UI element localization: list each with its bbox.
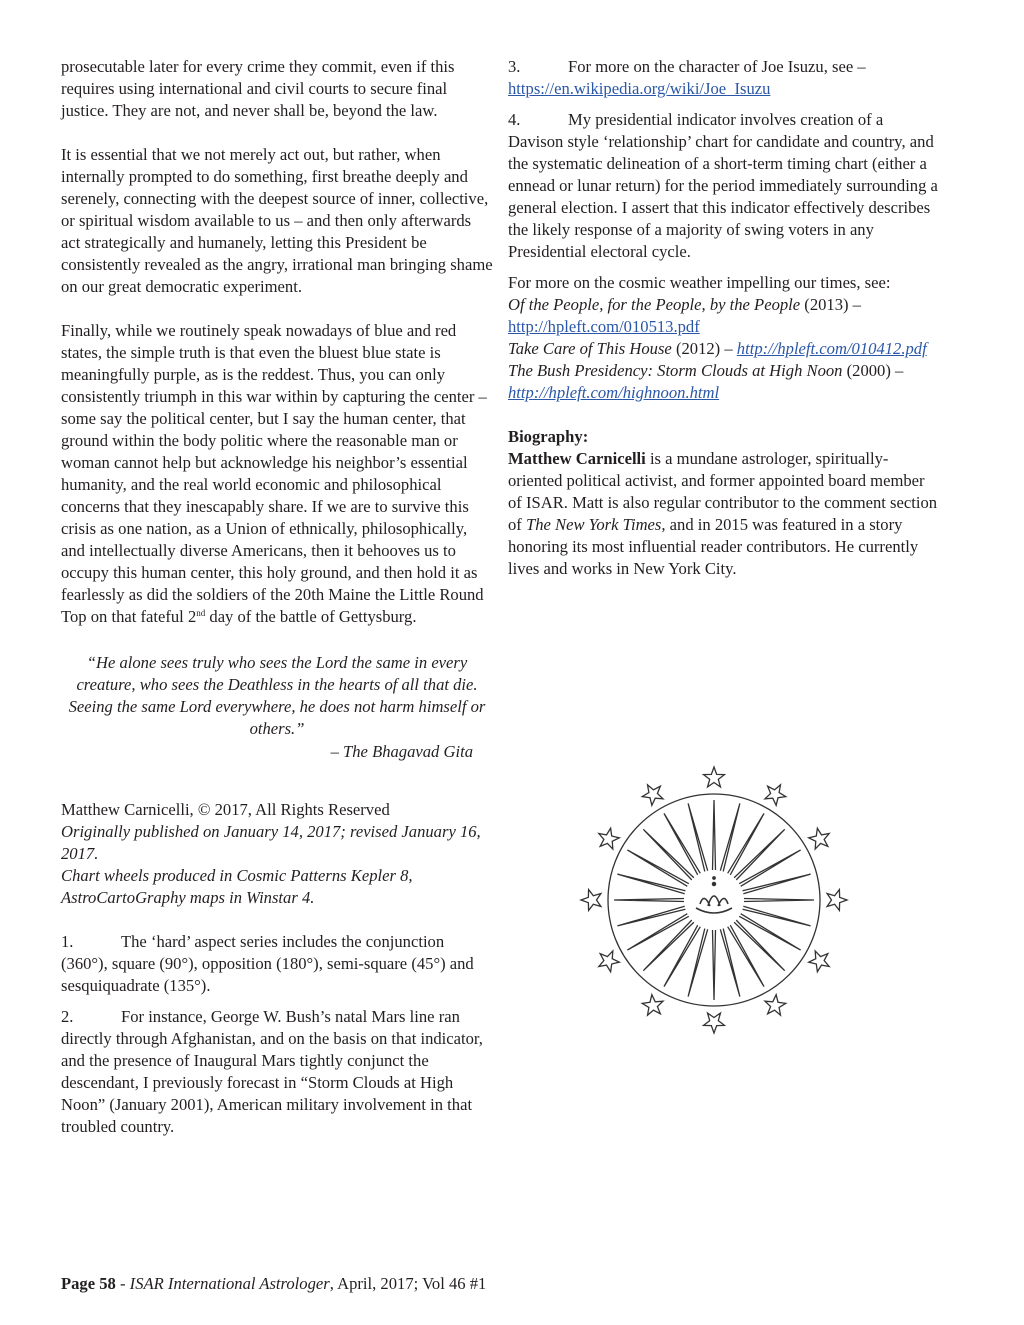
emblem-star xyxy=(704,767,725,787)
para3-superscript: nd xyxy=(196,608,206,618)
footer-separator: - xyxy=(115,1274,130,1293)
emblem-ray xyxy=(617,906,685,926)
ref1-link[interactable]: http://hpleft.com/010513.pdf xyxy=(508,317,700,336)
emblem-star xyxy=(599,951,619,972)
emblem-ray xyxy=(720,803,740,871)
page-number: Page 58 xyxy=(61,1274,116,1293)
reference-2 xyxy=(508,338,938,360)
emblem-ray xyxy=(664,925,700,986)
ref1-year: (2013) – xyxy=(800,295,861,314)
issue-info: , April, 2017; Vol 46 #1 xyxy=(329,1274,487,1293)
footnote-1-number: 1. xyxy=(61,932,74,951)
lotus-dot xyxy=(713,877,715,879)
emblem-ray xyxy=(617,874,685,894)
chart-credit-line: Chart wheels produced in Cosmic Patterns Kepler 8, AstroCartoGraphy maps in Winstar 4. xyxy=(61,866,413,907)
ref1-title: Of the People, for the People, by the People xyxy=(508,295,801,314)
emblem-ray xyxy=(744,899,814,902)
emblem-ray xyxy=(720,929,740,997)
star-circle-lotus-emblem-icon xyxy=(574,760,854,1040)
bio-paragraph xyxy=(508,448,938,580)
paragraph-finally xyxy=(61,320,493,628)
emblem-ray xyxy=(743,906,811,926)
copyright-line: Matthew Carnicelli, © 2017, All Rights Reserved xyxy=(61,800,390,819)
emblem-star xyxy=(642,995,663,1015)
footnote-3-text: For more on the character of Joe Isuzu, see – xyxy=(568,57,866,76)
bio-heading: Biography: xyxy=(508,427,589,446)
ref3-year: (2000) – xyxy=(842,361,904,380)
footnote-3-number: 3. xyxy=(508,57,521,76)
emblem-star xyxy=(581,890,601,911)
emblem-ray xyxy=(688,929,708,997)
emblem-star xyxy=(765,995,786,1015)
emblem-ray xyxy=(713,800,716,870)
footnote-4 xyxy=(508,109,938,263)
footnote-2-text: For instance, George W. Bush’s natal Mars line ran directly through Afghanistan, and on the basis on that indicator, and the presence of Inaugural Mars tightly conjunct the descendant, I previously forecast in “Storm Clouds at High Noon” (January 2001), American military involvement in that troubled country. xyxy=(61,1007,483,1136)
bio-text-2: and in 2015 was featured in a story honoring its most influential reader contributors. He currently lives and works in New York City. xyxy=(508,515,919,578)
reference-1 xyxy=(508,294,938,338)
footnote-4-text: My presidential indicator involves creation of a Davison style ‘relationship’ chart for candidate and country, and the systematic delineation of a short-term timing chart (either a ennead or lunar return) for the period immediately surrounding a general election. I assert that this indicator effectively describes the likely response of a majority of swing voters in any Presidential electoral cycle. xyxy=(508,110,938,261)
quote-attribution: – The Bhagavad Gita xyxy=(330,742,473,761)
left-column xyxy=(61,56,493,1138)
footnote-1 xyxy=(61,931,493,997)
page-footer xyxy=(61,1273,486,1295)
footnote-2 xyxy=(61,1006,493,1138)
emblem-star xyxy=(809,828,829,849)
emblem-ray xyxy=(743,874,811,894)
ref2-title: Take Care of This House xyxy=(508,339,672,358)
emblem-ray xyxy=(627,850,688,886)
quote-line-2: Seeing the same Lord everywhere, he does not harm himself or others.” xyxy=(68,697,486,738)
ref3-link[interactable]: http://hpleft.com/highnoon.html xyxy=(508,383,720,402)
emblem-star xyxy=(809,951,829,972)
emblem-ray xyxy=(739,914,800,950)
bio-text-1: is a mundane astrologer, spiritually-oriented political activist, and former appointed board member of ISAR. Matt is also regular contributor to the comment section of xyxy=(508,449,938,534)
joe-isuzu-link[interactable]: https://en.wikipedia.org/wiki/Joe_Isuzu xyxy=(508,79,771,98)
footnote-2-number: 2. xyxy=(61,1007,74,1026)
emblem-star xyxy=(704,1013,725,1033)
para3-text-b: day of the battle of Gettysburg. xyxy=(205,607,417,626)
gita-quote xyxy=(61,652,493,740)
emblem-star xyxy=(827,890,847,911)
emblem-star xyxy=(765,785,786,805)
ref2-year: (2012) – xyxy=(671,339,737,358)
emblem-ray xyxy=(728,925,764,986)
paragraph-act-out: It is essential that we not merely act out, but rather, when internally prompted to do something, first breathe deeply and serenely, connecting with the deepest source of inner, collective, or spiritual wisdom available to us – and then only afterwards act strategically and humanely, letting this President be consistently revealed as the angry, irrational man bringing shame on our great democratic experiment. xyxy=(61,145,493,296)
lotus-dot xyxy=(712,882,715,885)
emblem-ray xyxy=(739,850,800,886)
emblem-ray xyxy=(627,914,688,950)
bio-newspaper: The New York Times, xyxy=(525,515,666,534)
emblem-ray xyxy=(614,899,684,902)
footnote-4-number: 4. xyxy=(508,110,521,129)
footnote-1-text: The ‘hard’ aspect series includes the conjunction (360°), square (90°), opposition (180°), semi-square (45°) and sesquiquadrate (135°). xyxy=(61,932,474,995)
paragraph-prosecutable: prosecutable later for every crime they commit, even if this requires using international and civil courts to secure final justice. They are not, and never shall be, beyond the law. xyxy=(61,57,455,120)
emblem-star xyxy=(642,785,663,805)
more-intro: For more on the cosmic weather impelling our times, see: xyxy=(508,273,891,292)
ref2-link[interactable]: http://hpleft.com/010412.pdf xyxy=(736,339,927,358)
published-line: Originally published on January 14, 2017; revised January 16, 2017. xyxy=(61,822,481,863)
right-column xyxy=(508,56,938,580)
emblem-ray xyxy=(728,813,764,874)
para3-text-a: Finally, while we routinely speak nowadays of blue and red states, the simple truth is that even the bluest blue state is meaningfully purple, as is the reddest. Thus, you can only consistently triumph in this war within by capturing the center – some say the political center, but I say the human center, that ground within the body politic where the reasonable man or woman cannot help but acknowledge his neighbor’s essential humanity, and the real world economic and philosophical concerns that they inescapably share. If we are to survive this crisis as one nation, as a Union of ethnically, philosophically, and intellectually diverse Americans, then it behooves us to occupy this human center, this holy ground, and then hold it as fearlessly as did the soldiers of the 20th Maine the Little Round Top on that fateful 2 xyxy=(61,321,487,626)
ref3-title: The Bush Presidency: Storm Clouds at High Noon xyxy=(508,361,843,380)
emblem-ray xyxy=(688,803,708,871)
footnote-3 xyxy=(508,56,938,100)
reference-3 xyxy=(508,360,938,404)
publication-name: ISAR International Astrologer xyxy=(129,1274,330,1293)
emblem-ray xyxy=(713,930,716,1000)
bio-name: Matthew Carnicelli xyxy=(508,449,646,468)
lotus-flower xyxy=(696,896,732,913)
quote-line-1: “He alone sees truly who sees the Lord the same in every creature, who sees the Deathless in the hearts of all that die. xyxy=(76,653,478,694)
emblem-ray xyxy=(664,813,700,874)
emblem-star xyxy=(599,828,619,849)
